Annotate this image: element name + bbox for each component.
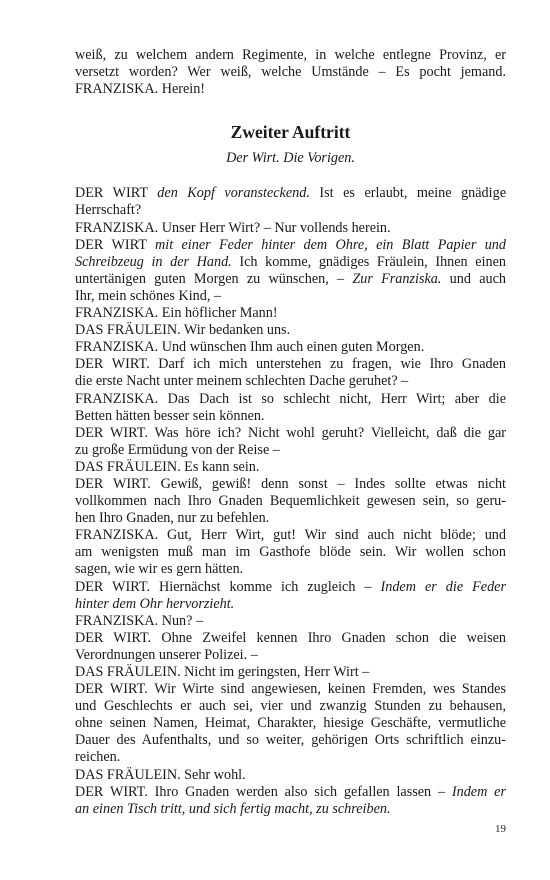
line-text: Verordnungen unserer Polizei. – — [75, 646, 258, 663]
line-text: FRANZISKA. Unser Herr Wirt? – Nur vollends herein. — [75, 219, 391, 236]
dialogue-line — [75, 220, 506, 237]
stage-direction: Zur Franziska. — [352, 270, 442, 287]
dialogue-line — [75, 749, 506, 766]
dialogue-line — [75, 185, 506, 202]
top-passage — [75, 47, 506, 98]
line-text: FRANZISKA. Nun? – — [75, 612, 204, 629]
dialogue-line — [75, 476, 506, 493]
stage-direction: mit einer Feder hinter dem Ohre, ein Blatt Papier und — [155, 236, 506, 253]
line-text: FRANZISKA. Ein höflicher Mann! — [75, 305, 278, 322]
dialogue-line — [75, 425, 506, 442]
dialogue-line — [75, 408, 506, 425]
dialogue-line — [75, 237, 506, 254]
line-text: FRANZISKA. Das Dach ist so schlecht nicht, Herr Wirt; aber die — [75, 390, 506, 407]
dialogue-line — [75, 391, 506, 408]
stage-direction: Schreibzeug in der Hand. — [75, 253, 232, 270]
line-text: DER WIRT. Darf ich mich unterstehen zu fragen, wie Ihro Gnaden — [75, 356, 506, 373]
dialogue-line — [75, 561, 506, 578]
line-text: DAS FRÄULEIN. Nicht im geringsten, Herr Wirt – — [75, 664, 370, 680]
dialogue-block — [75, 185, 506, 817]
line-text: Dauer des Aufenthalts, und so weiter, gehörigen Orts schriftlich einzu- — [75, 732, 506, 749]
line-text: DER WIRT. Wir Wirte sind angewiesen, keinen Fremden, wes Standes — [75, 681, 506, 698]
dialogue-line — [75, 254, 506, 271]
scene-subtitle: Der Wirt. Die Vorigen. — [226, 150, 355, 167]
dialogue-line — [75, 579, 506, 596]
dialogue-line — [75, 493, 506, 510]
dialogue-line — [75, 681, 506, 698]
dialogue-line — [75, 322, 506, 339]
stage-direction: Indem er — [451, 783, 506, 800]
line-text: am wenigsten muß man im Gasthofe blöde sein. Wir wollen schon — [75, 544, 506, 561]
text-line: FRANZISKA. Herein! — [75, 81, 206, 98]
line-text: DER WIRT. Ohne Zweifel kennen Ihro Gnaden schon die weisen — [75, 629, 506, 646]
dialogue-line — [75, 732, 506, 749]
line-text: DAS FRÄULEIN. Sehr wohl. — [75, 766, 246, 783]
line-text: Herrschaft? — [75, 202, 142, 219]
line-text: hen Ihro Gnaden, nur zu befehlen. — [75, 510, 270, 527]
stage-direction: Indem er die Feder — [380, 578, 507, 595]
line-text: und Geschlechts er auch sei, vier und zwanzig Stunden zu behausen, — [75, 698, 506, 715]
dialogue-line — [75, 305, 506, 322]
line-text: zu große Ermüdung von der Reise – — [75, 441, 280, 458]
page-number: 19 — [495, 823, 506, 835]
dialogue-line — [75, 510, 506, 527]
line-text: DAS FRÄULEIN. Es kann sein. — [75, 458, 260, 475]
line-text: Ist es erlaubt, meine gnädige — [309, 185, 506, 202]
line-text: sagen, wie wir es gern hätten. — [75, 561, 244, 578]
dialogue-line — [75, 544, 506, 561]
stage-direction: hinter dem Ohr hervorzieht. — [75, 595, 235, 612]
stage-direction: an einen Tisch tritt, und sich fertig macht, zu schreiben. — [75, 800, 391, 817]
dialogue-line — [75, 784, 506, 801]
dialogue-line — [75, 271, 506, 288]
dialogue-line — [75, 664, 506, 681]
scene-title: Zweiter Auftritt — [230, 122, 351, 143]
dialogue-line — [75, 715, 506, 732]
dialogue-line — [75, 630, 506, 647]
line-text: DER WIRT. Ihro Gnaden werden also sich gefallen lassen – — [75, 783, 452, 800]
dialogue-line — [75, 339, 506, 356]
line-text: Ihr, mein schönes Kind, – — [75, 287, 222, 304]
stage-direction: den Kopf voransteckend. — [157, 185, 310, 202]
line-text: reichen. — [75, 749, 121, 766]
line-text: ohne seinen Namen, Heimat, Charakter, hiesige Geschäfte, vermutliche — [75, 715, 506, 732]
dialogue-line — [75, 767, 506, 784]
line-text: DER WIRT — [75, 185, 158, 202]
line-text: FRANZISKA. Gut, Herr Wirt, gut! Wir sind auch nicht blöde; und — [75, 527, 506, 544]
line-text: untertänigen guten Morgen zu wünschen, – — [75, 270, 353, 287]
dialogue-line — [75, 288, 506, 305]
dialogue-line — [75, 442, 506, 459]
dialogue-line — [75, 459, 506, 476]
dialogue-line — [75, 356, 506, 373]
text-line: weiß, zu welchem andern Regimente, in welche entlegne Provinz, er — [75, 47, 506, 63]
line-text: Ich komme, gnädiges Fräulein, Ihnen einen — [231, 253, 506, 270]
line-text: die erste Nacht unter meinem schlechten Dache geruhet? – — [75, 373, 409, 390]
text-line: versetzt worden? Wer weiß, welche Umstände – Es pocht jemand. — [75, 64, 506, 81]
line-text: Betten hätten besser sein können. — [75, 407, 265, 424]
dialogue-line — [75, 527, 506, 544]
dialogue-line — [75, 647, 506, 664]
dialogue-line — [75, 613, 506, 630]
book-page — [75, 47, 506, 818]
line-text: DER WIRT. Gewiß, gewiß! denn sonst – Indes sollte etwas nicht — [75, 475, 506, 492]
dialogue-line — [75, 698, 506, 715]
line-text: vollkommen nach Ihro Gnaden Bequemlichkeit gewesen sein, so geru- — [75, 493, 506, 510]
line-text: und auch — [441, 270, 506, 287]
line-text: DER WIRT — [75, 236, 155, 253]
line-text: DER WIRT. Hiernächst komme ich zugleich – — [75, 578, 381, 595]
line-text: DAS FRÄULEIN. Wir bedanken uns. — [75, 322, 291, 339]
dialogue-line — [75, 596, 506, 613]
line-text: FRANZISKA. Und wünschen Ihm auch einen guten Morgen. — [75, 339, 425, 356]
line-text: DER WIRT. Was höre ich? Nicht wohl geruht? Vielleicht, daß die gar — [75, 424, 506, 441]
dialogue-line — [75, 373, 506, 390]
dialogue-line — [75, 801, 506, 818]
dialogue-line — [75, 202, 506, 219]
